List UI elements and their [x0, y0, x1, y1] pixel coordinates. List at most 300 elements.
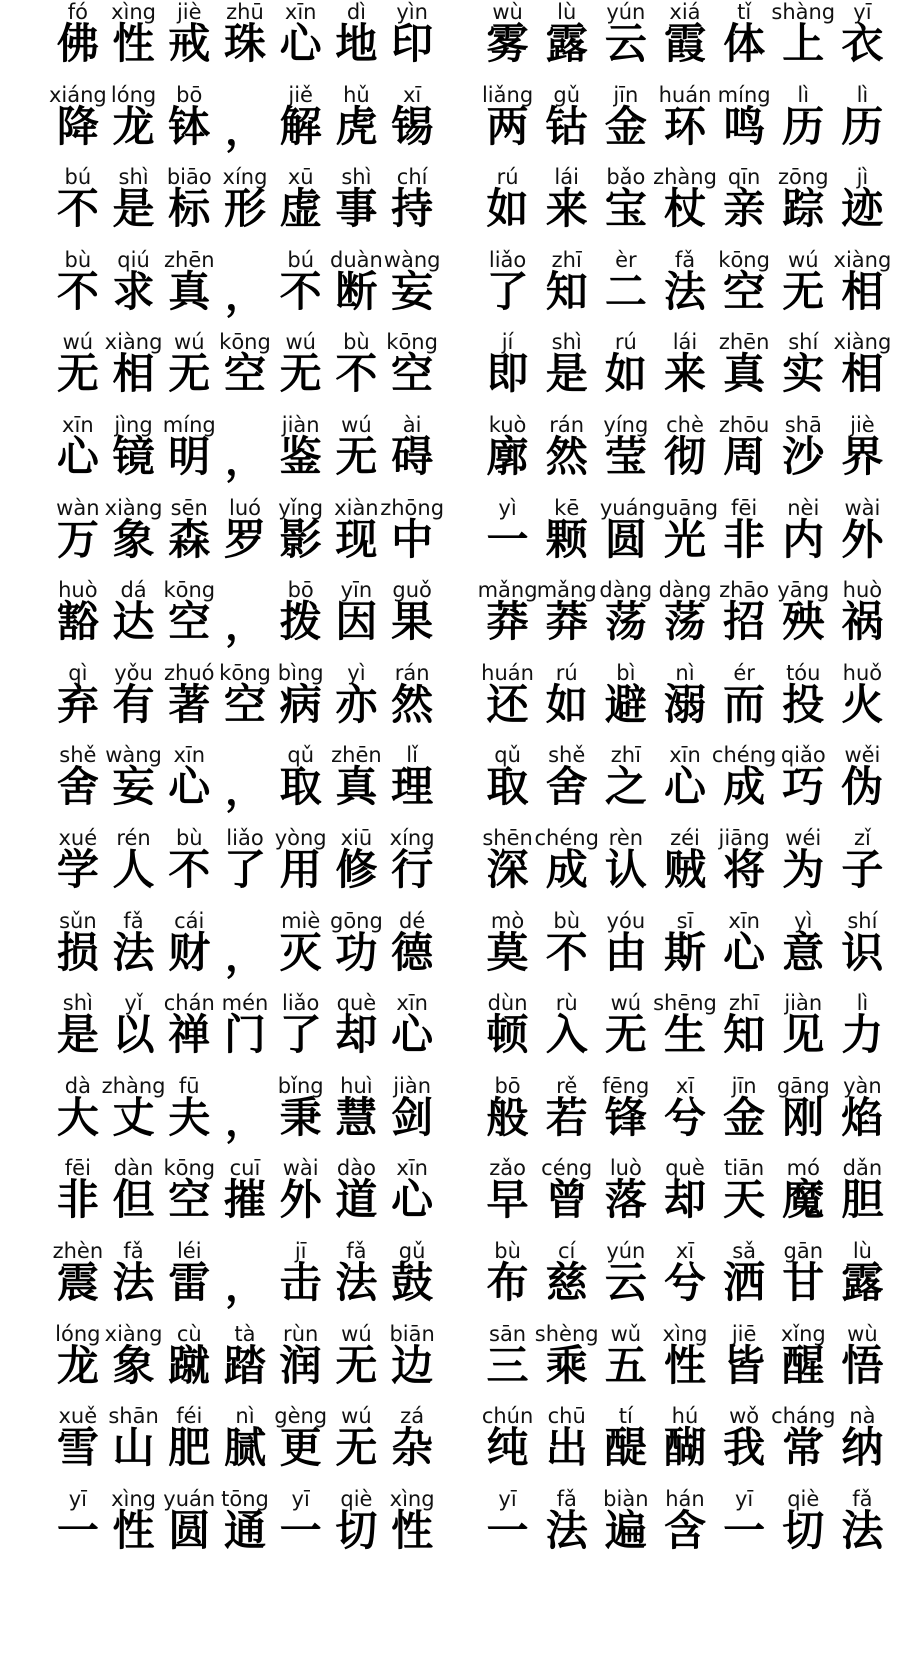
character-cell: [384, 165, 440, 253]
hanzi-character: 非: [723, 514, 766, 564]
pinyin-label: biāo: [166, 165, 212, 190]
character-cell: [537, 1487, 596, 1575]
pinyin-label: zhāo: [719, 578, 770, 603]
character-cell: [106, 83, 162, 171]
character-cell: [50, 496, 106, 584]
hanzi-character: 摧: [223, 1175, 266, 1225]
character-cell: [161, 0, 217, 88]
pinyin-label: yún: [606, 1239, 646, 1263]
pinyin-label: yì: [498, 495, 517, 520]
pinyin-label: bō: [176, 82, 203, 107]
character-cell: [833, 248, 892, 336]
character-cell: [329, 83, 385, 171]
character-cell: [715, 661, 774, 749]
hanzi-character: 杖: [663, 184, 706, 234]
hanzi-character: 曾: [545, 1175, 588, 1225]
hanzi-character: 罗: [223, 514, 266, 564]
verse-line: [50, 248, 440, 336]
character-cell: [655, 743, 714, 831]
character-cell: [161, 165, 217, 253]
pinyin-label: nì: [235, 1404, 255, 1429]
hanzi-character: 兮: [663, 1092, 706, 1142]
hanzi-character: 上: [782, 19, 825, 68]
pinyin-label: bù: [175, 826, 203, 850]
pinyin-label: wù: [492, 0, 523, 24]
hanzi-character: 损: [56, 927, 99, 977]
character-cell: [106, 496, 162, 584]
hanzi-character: 通: [223, 1505, 266, 1555]
character-cell: [478, 165, 537, 253]
pinyin-label: tà: [234, 1321, 256, 1346]
hanzi-character: 莽: [545, 597, 588, 647]
pinyin-label: jiàn: [393, 1073, 432, 1098]
pinyin-label: dì: [346, 0, 366, 24]
verse-line: [478, 661, 892, 749]
hanzi-character: 锋: [604, 1092, 647, 1142]
punctuation-mark: ，: [224, 272, 265, 319]
pinyin-label: mò: [490, 908, 525, 933]
character-cell: [537, 248, 596, 336]
character-cell: [217, 661, 273, 749]
pinyin-label: zhū: [226, 0, 264, 24]
pinyin-label: fǎ: [123, 1239, 144, 1263]
pinyin-label: xīn: [728, 908, 760, 933]
hanzi-character: 秉: [279, 1092, 322, 1142]
hanzi-character: 莫: [486, 927, 529, 977]
character-cell: [715, 330, 774, 418]
hanzi-character: 天: [723, 1175, 766, 1225]
character-cell: [833, 165, 892, 253]
hanzi-character: 道: [335, 1175, 378, 1225]
character-cell: [50, 248, 106, 336]
character-cell: [106, 1487, 162, 1575]
hanzi-character: 龙: [112, 101, 155, 151]
pinyin-label: qiǎo: [780, 743, 826, 768]
hanzi-character: 印: [391, 19, 434, 68]
hanzi-character: 来: [545, 184, 588, 234]
pinyin-label: xīn: [396, 991, 428, 1016]
pinyin-label: cí: [558, 1239, 576, 1263]
character-cell: [161, 661, 217, 749]
pinyin-label: bù: [494, 1239, 521, 1263]
character-cell: [217, 826, 273, 914]
hanzi-character: 学: [56, 845, 99, 894]
pinyin-label: shā: [784, 413, 822, 437]
character-cell: [715, 248, 774, 336]
character-cell: [478, 1322, 537, 1410]
hanzi-character: 然: [545, 432, 588, 481]
pinyin-label: xī: [675, 1239, 695, 1263]
pinyin-label: zhī: [610, 743, 641, 768]
pinyin-label: wěi: [844, 743, 881, 768]
hanzi-character: 皆: [723, 1340, 766, 1390]
pinyin-label: tiān: [724, 1156, 765, 1181]
pinyin-label: kōng: [219, 660, 271, 685]
hanzi-character: 是: [545, 349, 588, 399]
character-cell: [329, 1156, 385, 1244]
hanzi-character: 乘: [545, 1340, 588, 1390]
character-cell: [655, 1156, 714, 1244]
hanzi-character: 五: [604, 1340, 647, 1390]
pinyin-label: zǐ: [853, 826, 871, 850]
hanzi-character: 无: [168, 349, 211, 399]
character-cell: [655, 661, 714, 749]
character-cell: [774, 248, 833, 336]
character-cell: [329, 661, 385, 749]
hanzi-character: 一: [279, 1505, 322, 1555]
pinyin-label: xīn: [284, 0, 317, 24]
hanzi-character: 雪: [56, 1423, 99, 1473]
hanzi-character: 周: [723, 432, 766, 481]
verse-line: [50, 83, 440, 171]
hanzi-character: 是: [56, 1010, 99, 1060]
hanzi-character: 内: [782, 514, 825, 564]
hanzi-character: 龙: [56, 1340, 99, 1390]
character-cell: [384, 1404, 440, 1492]
hanzi-character: 真: [723, 349, 766, 399]
character-cell: [217, 991, 273, 1079]
pinyin-label: fǎ: [346, 1239, 367, 1263]
pinyin-label: míng: [717, 82, 771, 107]
hanzi-character: 圆: [604, 514, 647, 564]
pinyin-label: xīn: [669, 743, 701, 768]
character-cell: [106, 0, 162, 88]
hanzi-character: 一: [723, 1505, 766, 1555]
character-cell: [655, 248, 714, 336]
character-cell: [217, 0, 273, 88]
character-cell: [384, 83, 440, 171]
character-cell: [833, 0, 892, 88]
hanzi-character: 贼: [663, 845, 706, 894]
character-cell: [50, 83, 106, 171]
character-cell: [478, 1239, 537, 1327]
pinyin-label: xiáng: [48, 82, 107, 107]
hanzi-character: 不: [56, 184, 99, 234]
character-cell: [833, 83, 892, 171]
hanzi-character: 非: [56, 1175, 99, 1225]
hanzi-character: 意: [782, 927, 825, 977]
hanzi-character: 衣: [841, 19, 884, 68]
pinyin-label: lǐ: [406, 743, 418, 768]
character-cell: [106, 413, 162, 501]
character-cell: [596, 165, 655, 253]
pinyin-label: jì: [856, 165, 869, 190]
character-cell: [50, 661, 106, 749]
pinyin-label: liǎo: [226, 826, 264, 850]
hanzi-character: 钴: [545, 101, 588, 151]
character-cell: [478, 909, 537, 997]
character-cell: [106, 165, 162, 253]
character-cell: [596, 248, 655, 336]
pinyin-label: wú: [788, 247, 819, 272]
pinyin-label: wú: [341, 1404, 372, 1429]
character-cell: [50, 1404, 106, 1492]
character-cell: [273, 0, 329, 88]
pinyin-label: fǎ: [852, 1486, 873, 1511]
character-cell: [478, 413, 537, 501]
character-cell: [833, 496, 892, 584]
character-cell: [478, 248, 537, 336]
pinyin-label: lì: [856, 82, 869, 107]
pinyin-label: rén: [116, 826, 151, 850]
pinyin-label: gǔ: [553, 82, 581, 107]
hanzi-character: 蹴: [168, 1340, 211, 1390]
hanzi-character: 心: [663, 762, 706, 812]
hanzi-character: 虚: [279, 184, 322, 234]
pinyin-label: xī: [402, 82, 422, 107]
character-cell: [217, 743, 273, 831]
pinyin-label: fēng: [602, 1073, 650, 1098]
hanzi-character: 拨: [279, 597, 322, 647]
hanzi-character: 门: [223, 1010, 266, 1060]
pinyin-label: xiá: [669, 0, 701, 24]
hanzi-character: 事: [335, 184, 378, 234]
pinyin-label: lóng: [55, 1321, 101, 1346]
hanzi-character: 两: [486, 101, 529, 151]
pinyin-label: yǐng: [278, 495, 324, 520]
hanzi-character: 现: [335, 514, 378, 564]
hanzi-character: 三: [486, 1340, 529, 1390]
character-cell: [50, 165, 106, 253]
pinyin-label: yì: [347, 660, 366, 685]
pinyin-label: fó: [67, 0, 88, 24]
character-cell: [478, 743, 537, 831]
pinyin-label: xiàn: [334, 495, 379, 520]
pinyin-label: léi: [176, 1239, 202, 1263]
hanzi-character: 了: [486, 266, 529, 316]
character-cell: [774, 83, 833, 171]
hanzi-character: 般: [486, 1092, 529, 1142]
hanzi-character: 环: [663, 101, 706, 151]
character-cell: [50, 826, 106, 914]
pinyin-label: kōng: [386, 330, 438, 355]
hanzi-character: 中: [391, 514, 434, 564]
character-cell: [273, 826, 329, 914]
pinyin-label: sī: [676, 908, 694, 933]
verse-line: [50, 1404, 440, 1492]
character-cell: [478, 1487, 537, 1575]
pinyin-label: dùn: [487, 991, 528, 1016]
character-cell: [715, 578, 774, 666]
pinyin-label: bù: [64, 247, 92, 272]
hanzi-character: 踪: [782, 184, 825, 234]
hanzi-character: 鸣: [723, 101, 766, 151]
hanzi-character: 子: [841, 845, 884, 894]
character-cell: [384, 330, 440, 418]
hanzi-character: 无: [335, 1423, 378, 1473]
pinyin-label: qiú: [117, 247, 150, 272]
hanzi-character: 亲: [723, 184, 766, 234]
hanzi-character: 森: [168, 514, 211, 564]
character-cell: [273, 661, 329, 749]
character-cell: [329, 165, 385, 253]
hanzi-character: 形: [223, 184, 266, 234]
character-cell: [329, 826, 385, 914]
pinyin-label: wú: [341, 1321, 372, 1346]
pinyin-label: fǎ: [674, 247, 696, 272]
hanzi-character: 德: [391, 927, 434, 977]
hanzi-character: 我: [723, 1423, 766, 1473]
character-cell: [774, 165, 833, 253]
character-cell: [478, 496, 537, 584]
character-cell: [833, 1404, 892, 1492]
character-cell: [273, 1487, 329, 1575]
pinyin-label: jiāng: [718, 826, 770, 850]
pinyin-label: tí: [618, 1404, 633, 1429]
hanzi-character: 取: [486, 762, 529, 812]
pinyin-label: yóu: [606, 908, 646, 933]
character-cell: [771, 0, 836, 88]
hanzi-character: 力: [841, 1010, 884, 1060]
character-cell: [50, 1322, 106, 1410]
character-cell: [537, 413, 596, 501]
character-cell: [774, 578, 833, 666]
hanzi-character: 云: [604, 19, 647, 68]
pinyin-label: mǎng: [536, 578, 597, 603]
hanzi-character: 火: [841, 679, 884, 729]
hanzi-character: 肥: [168, 1423, 211, 1473]
pinyin-label: wǒ: [729, 1404, 760, 1429]
hanzi-character: 莹: [604, 432, 647, 481]
character-cell: [106, 1156, 162, 1244]
character-cell: [833, 991, 892, 1079]
hanzi-character: 外: [841, 514, 884, 564]
character-cell: [50, 330, 106, 418]
pinyin-label: xué: [58, 826, 98, 850]
pinyin-label: shě: [59, 743, 97, 768]
pinyin-label: shí: [847, 908, 878, 933]
hanzi-character: 将: [723, 845, 766, 894]
character-cell: [715, 83, 774, 171]
character-cell: [833, 578, 892, 666]
character-cell: [715, 991, 774, 1079]
hanzi-character: 理: [391, 762, 434, 812]
hanzi-character: 然: [391, 679, 434, 729]
character-cell: [384, 1322, 440, 1410]
hanzi-character: 断: [335, 266, 378, 316]
pinyin-label: xīn: [62, 413, 94, 437]
character-cell: [478, 826, 537, 914]
verse-line: [478, 0, 892, 88]
hanzi-character: 震: [56, 1258, 99, 1307]
hanzi-character: 还: [486, 679, 529, 729]
hanzi-character: 财: [168, 927, 211, 977]
hanzi-character: 性: [663, 1340, 706, 1390]
hanzi-character: 碍: [391, 432, 434, 481]
pinyin-label: chū: [547, 1404, 586, 1429]
character-cell: [161, 1074, 217, 1162]
hanzi-character: 成: [545, 845, 588, 894]
pinyin-label: gōng: [329, 908, 383, 933]
hanzi-character: 相: [841, 349, 884, 399]
pinyin-label: zōng: [778, 165, 829, 190]
hanzi-character: 为: [782, 845, 825, 894]
punctuation-mark: ，: [224, 438, 265, 484]
character-cell: [478, 83, 537, 171]
pinyin-label: zǎo: [489, 1156, 526, 1181]
hanzi-character: 解: [279, 101, 322, 151]
pinyin-label: guāng: [651, 495, 719, 520]
character-cell: [384, 248, 440, 336]
pinyin-label: huán: [481, 660, 534, 685]
pinyin-label: qǔ: [287, 743, 315, 768]
hanzi-character: 以: [112, 1010, 155, 1060]
character-cell: [655, 0, 714, 88]
pinyin-label: bǎo: [606, 165, 646, 190]
pinyin-label: mén: [221, 991, 269, 1016]
hanzi-character: 洒: [723, 1258, 766, 1307]
hanzi-character: 一: [486, 514, 529, 564]
character-cell: [774, 1487, 833, 1575]
character-cell: [50, 1239, 106, 1327]
character-cell: [596, 661, 655, 749]
punctuation-mark: ，: [224, 933, 265, 980]
pinyin-label: xuě: [58, 1404, 98, 1429]
hanzi-character: 甘: [782, 1258, 825, 1307]
pinyin-label: rú: [496, 165, 519, 190]
hanzi-character: 荡: [663, 597, 706, 647]
pinyin-label: shě: [548, 743, 586, 768]
pinyin-label: rú: [555, 660, 578, 685]
pinyin-label: wú: [285, 330, 316, 355]
pinyin-label: zhēn: [331, 743, 382, 768]
character-cell: [774, 496, 833, 584]
pinyin-label: cù: [176, 1321, 202, 1346]
pinyin-label: cuī: [229, 1156, 261, 1181]
hanzi-character: 夫: [168, 1092, 211, 1142]
pinyin-label: gāng: [776, 1073, 830, 1098]
pinyin-label: xī: [675, 1073, 695, 1098]
hanzi-character: 亦: [335, 679, 378, 729]
hanzi-character: 鉴: [279, 432, 322, 481]
character-cell: [106, 248, 162, 336]
character-cell: [161, 413, 217, 501]
verse-line: [50, 1322, 440, 1410]
hanzi-character: 了: [279, 1010, 322, 1060]
character-cell: [273, 1156, 329, 1244]
verse-line: [478, 330, 892, 418]
hanzi-character: 万: [56, 514, 99, 564]
pinyin-label: xiàng: [104, 495, 163, 520]
pinyin-label: xiàng: [833, 330, 892, 355]
hanzi-character: 却: [335, 1010, 378, 1060]
pinyin-label: qì: [68, 660, 88, 685]
hanzi-character: 达: [112, 597, 155, 647]
character-cell: [161, 826, 217, 914]
pinyin-label: biān: [389, 1321, 435, 1346]
hanzi-character: 因: [335, 597, 378, 647]
verse-line: [478, 1404, 892, 1492]
character-cell: [106, 1404, 162, 1492]
hanzi-character: 沙: [782, 432, 825, 481]
hanzi-character: 界: [841, 432, 884, 481]
character-cell: [833, 661, 892, 749]
character-cell: [50, 0, 106, 88]
hanzi-character: 性: [112, 1505, 155, 1555]
character-cell: [715, 1404, 774, 1492]
verse-line: [50, 0, 440, 88]
pinyin-label: jiàn: [281, 413, 320, 437]
verse-line: [50, 413, 440, 501]
pinyin-label: yī: [291, 1486, 310, 1511]
hanzi-character: 不: [56, 266, 99, 316]
hanzi-character: 无: [604, 1010, 647, 1060]
pinyin-label: yǐ: [124, 991, 143, 1016]
hanzi-character: 功: [335, 927, 378, 977]
pinyin-label: qiè: [787, 1486, 820, 1511]
character-cell: [596, 909, 655, 997]
character-cell: [833, 1239, 892, 1327]
